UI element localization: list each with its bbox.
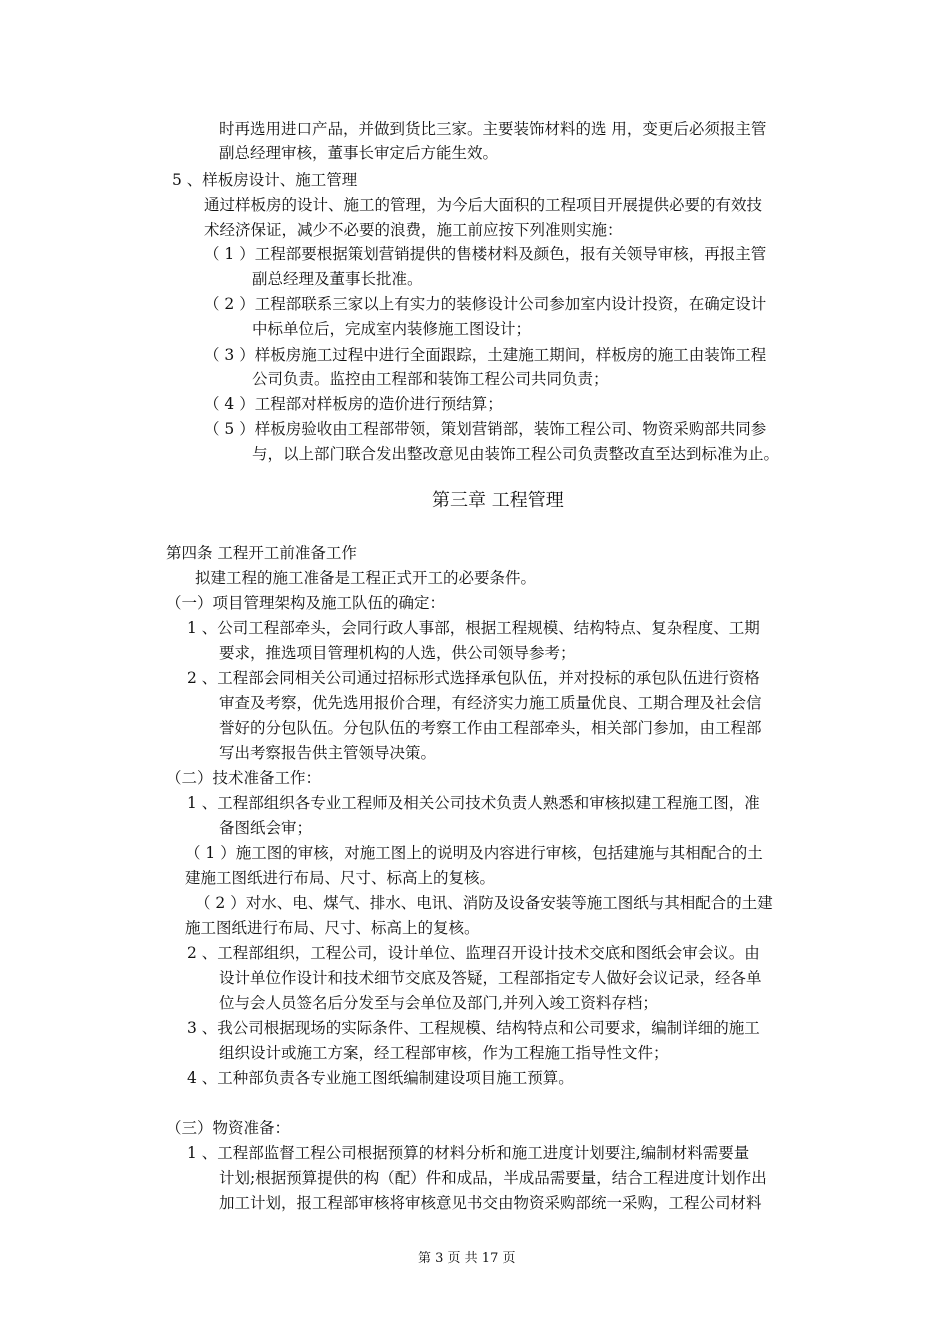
text-line: 建施工图纸进行布局、尺寸、标高上的复核。 xyxy=(185,869,496,887)
list-item: （ 2 ）对水、电、煤气、排水、电讯、消防及设备安装等施工图纸与其相配合的土建 xyxy=(195,894,773,912)
text-line: 副总经理审核，董事长审定后方能生效。 xyxy=(219,144,499,162)
text-line: 位与会人员签名后分发至与会单位及部门,并列入竣工资料存档； xyxy=(219,994,658,1012)
list-item: （ 2 ）工程部联系三家以上有实力的装修设计公司参加室内设计投资，在确定设计 xyxy=(204,295,767,313)
text-line: 要求，推选项目管理机构的人选，供公司领导参考； xyxy=(219,644,576,662)
list-item: 4 、工种部负责各专业施工图纸编制建设项目施工预算。 xyxy=(187,1069,574,1087)
chapter-heading: 第三章 工程管理 xyxy=(432,490,564,511)
text-line: 备图纸会审； xyxy=(219,819,313,837)
list-item: 1 、工程部组织各专业工程师及相关公司技术负责人熟悉和审核拟建工程施工图，准 xyxy=(187,794,760,812)
text-line: 拟建工程的施工准备是工程正式开工的必要条件。 xyxy=(195,569,537,587)
list-item: 2 、工程部会同相关公司通过招标形式选择承包队伍，并对投标的承包队伍进行资格 xyxy=(187,669,760,687)
subsection-heading: （二）技术准备工作： xyxy=(166,769,322,787)
list-item: （ 3 ）样板房施工过程中进行全面跟踪，土建施工期间，样板房的施工由装饰工程 xyxy=(204,346,767,364)
text-line: 施工图纸进行布局、尺寸、标高上的复核。 xyxy=(185,919,480,937)
text-line: 加工计划，报工程部审核将审核意见书交由物资采购部统一采购，工程公司材料 xyxy=(219,1194,762,1212)
text-line: 副总经理及董事长批准。 xyxy=(252,270,423,288)
list-item: （ 5 ）样板房验收由工程部带领，策划营销部，装饰工程公司、物资采购部共同参 xyxy=(204,420,767,438)
text-line: 设计单位作设计和技术细节交底及答疑，工程部指定专人做好会议记录，经各单 xyxy=(219,969,762,987)
text-line: 术经济保证，减少不必要的浪费，施工前应按下列准则实施： xyxy=(204,221,623,239)
text-line: 中标单位后，完成室内装修施工图设计； xyxy=(252,320,532,338)
article-heading: 第四条 工程开工前准备工作 xyxy=(166,544,357,562)
text-line: 誉好的分包队伍。分包队伍的考察工作由工程部牵头，相关部门参加，由工程部 xyxy=(219,719,762,737)
text-line: 组织设计或施工方案，经工程部审核，作为工程施工指导性文件； xyxy=(219,1044,669,1062)
text-line: 时再选用进口产品，并做到货比三家。主要装饰材料的选 用，变更后必须报主管 xyxy=(219,120,767,138)
subsection-heading: （三）物资准备： xyxy=(166,1119,291,1137)
page-number: 第 3 页 共 17 页 xyxy=(418,1251,516,1266)
list-item: （ 1 ）施工图的审核，对施工图上的说明及内容进行审核，包括建施与其相配合的土 xyxy=(185,844,763,862)
section-title: 5 、样板房设计、施工管理 xyxy=(172,171,358,189)
list-item: 3 、我公司根据现场的实际条件、工程规模、结构特点和公司要求，编制详细的施工 xyxy=(187,1019,760,1037)
list-item: （ 1 ）工程部要根据策划营销提供的售楼材料及颜色，报有关领导审核，再报主管 xyxy=(204,245,767,263)
text-line: 写出考察报告供主管领导决策。 xyxy=(219,744,437,762)
text-line: 通过样板房的设计、施工的管理，为今后大面积的工程项目开展提供必要的有效技 xyxy=(204,196,763,214)
list-item: （ 4 ）工程部对样板房的造价进行预结算； xyxy=(204,395,503,413)
text-line: 公司负责。监控由工程部和装饰工程公司共同负责； xyxy=(252,370,609,388)
list-item: 1 、公司工程部牵头，会同行政人事部，根据工程规模、结构特点、复杂程度、工期 xyxy=(187,619,760,637)
text-line: 审查及考察，优先选用报价合理，有经济实力施工质量优良、工期合理及社会信 xyxy=(219,694,762,712)
subsection-heading: （一）项目管理架构及施工队伍的确定： xyxy=(166,594,446,612)
text-line: 与，以上部门联合发出整改意见由装饰工程公司负责整改直至达到标准为止。 xyxy=(252,445,780,463)
list-item: 2 、工程部组织，工程公司，设计单位、监理召开设计技术交底和图纸会审会议。由 xyxy=(187,944,760,962)
list-item: 1 、工程部监督工程公司根据预算的材料分析和施工进度计划要注,编制材料需要量 xyxy=(187,1144,750,1162)
text-line: 计划;根据预算提供的构（配）件和成品，半成品需要量，结合工程进度计划作出 xyxy=(219,1169,767,1187)
